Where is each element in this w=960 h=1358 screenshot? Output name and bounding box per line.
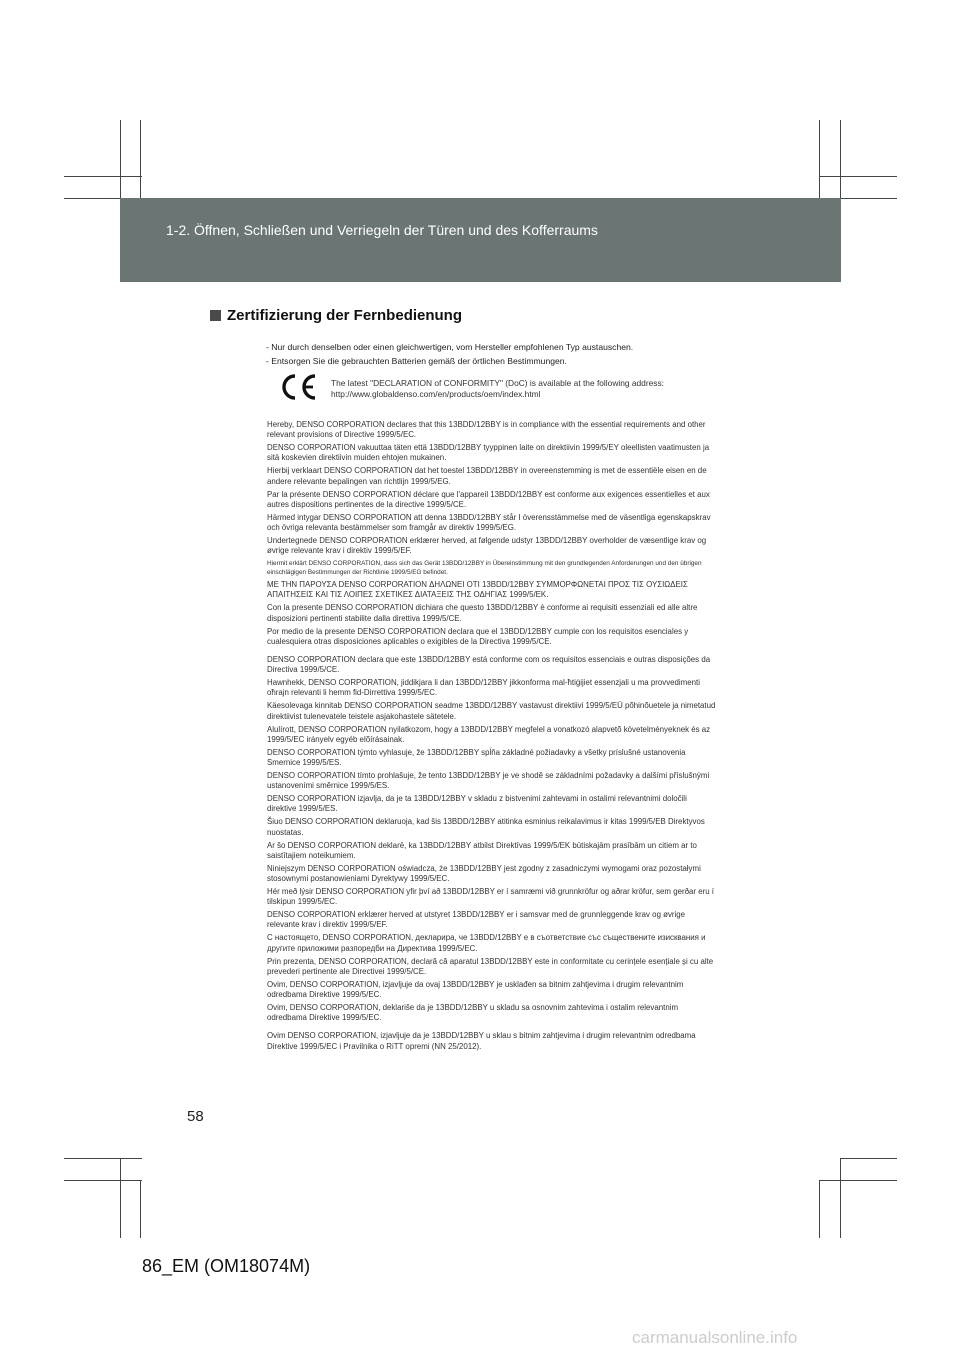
crop-mark: [64, 176, 142, 177]
section-title: Zertifizierung der Fernbedienung: [227, 307, 463, 324]
crop-mark: [819, 1180, 820, 1238]
declaration-lt: Šiuo DENSO CORPORATION deklaruoja, kad šis 13BDD/12BBY atitinka esminius reikalavimus ir kitas 1999/5/EB Direktyvos nuostatas.: [267, 817, 705, 837]
crop-mark: [140, 120, 141, 202]
declaration-hu: Alulírott, DENSO CORPORATION nyilatkozom, hogy a 13BDD/12BBY megfelel a vonatkozó alapvetõ követelményeknek és az 1999/5/EC irányelv egyéb elõírásainak.: [267, 724, 711, 744]
bullet-item: - Entsorgen Sie die gebrauchten Batterien gemäß der örtlichen Bestimmungen.: [266, 356, 567, 366]
crop-mark: [840, 198, 897, 199]
declaration-sr: Ovim, DENSO CORPORATION, deklariše da je 13BDD/12BBY u skladu sa osnovnim zahtevima i ostalim relevantnim odredbama Direktive 1999/5/EC.: [267, 1003, 679, 1023]
declaration-pt: DENSO CORPORATION declara que este 13BDD/12BBY está conforme com os requisitos essenciais e outras disposições da Directiva 1999/5/CE.: [267, 655, 711, 675]
crop-mark: [819, 1180, 897, 1181]
crop-mark: [140, 1180, 141, 1238]
declaration-nl: Hierbij verklaart DENSO CORPORATION dat het toestel 13BDD/12BBY in overeenstemming is met de essentiële eisen en de andere relevante bepalingen van richtlijn 1999/5/EG.: [267, 466, 707, 486]
chapter-title: 1-2. Öffnen, Schließen und Verriegeln der Türen und des Kofferraums: [166, 222, 598, 238]
declaration-el: ΜΕ ΤΗΝ ΠΑΡΟΥΣΑ DENSO CORPORATION ΔΗΛΩΝΕΙ ΟΤΙ 13BDD/12BBY ΣΥΜΜΟΡΦΩΝΕΤΑΙ ΠΡΟΣ ΤΙΣ ΟΥΣΙΩΔΕΙΣ ΑΠΑΙΤΗΣΕΙΣ ΚΑΙ ΤΙΣ ΛΟΙΠΕΣ ΣΧΕΤΙΚΕΣ ΔΙΑΤΑΞΕΙΣ ΤΗΣ ΟΔΗΓΙΑΣ 1999/5/ΕΚ.: [267, 580, 688, 600]
watermark: carmanualsonline.info: [632, 1328, 798, 1347]
declaration-bg: С настоящето, DENSO CORPORATION, декларира, че 13BDD/12BBY е в съответствие със съществените изисквания и другите приложими разпоредби на Директива 1999/5/ЕС.: [267, 933, 706, 953]
ce-mark-icon: [277, 372, 319, 402]
doc-availability-note: [331, 378, 664, 400]
crop-mark: [840, 1158, 841, 1238]
declaration-is: Hér með lýsir DENSO CORPORATION yfir því að 13BDD/12BBY er í samræmi við grunnkröfur og aðrar kröfur, sem gerðar eru í tilskipun 1999/5/EC.: [267, 887, 714, 907]
page-number: 58: [187, 1108, 204, 1125]
doc-url-link[interactable]: http://www.globaldenso.com/en/products/oem/index.html: [331, 389, 541, 399]
declaration-fr: Par la présente DENSO CORPORATION déclare que l'appareil 13BDD/12BBY est conforme aux exigences essentielles et aux autres dispositions pertinentes de la directive 1999/5/CE.: [267, 489, 710, 509]
declaration-sk: DENSO CORPORATION týmto vyhlasuje, že 13BDD/12BBY spĺňa základné požiadavky a všetky príslušné ustanovenia Smernice 1999/5/ES.: [267, 747, 686, 768]
square-bullet-icon: [210, 310, 221, 321]
crop-mark: [64, 1180, 142, 1181]
declaration-de: Hiermit erklärt DENSO CORPORATION, dass sich das Gerät 13BDD/12BBY in Übereinstimmung mit den grundlegenden Anforderungen und den übrigen einschlägigen Bestimmungen der Richtlinie 1999/5/EG befindet.: [267, 560, 702, 577]
crop-mark: [840, 120, 841, 202]
crop-mark: [120, 120, 121, 202]
declaration-fi: DENSO CORPORATION vakuuttaa täten että 13BDD/12BBY tyyppinen laite on direktiivin 1999/5/EY oleellisten vaatimusten ja sitä koskevien direktiivin muiden ehtojen mukainen.: [267, 443, 710, 463]
declaration-pl: Niniejszym DENSO CORPORATION oświadcza, że 13BDD/12BBY jest zgodny z zasadniczymi wymogami oraz pozostałymi stosownymi postanowieniami Dyrektywy 1999/5/EC.: [267, 863, 701, 884]
declaration-es: Por medio de la presente DENSO CORPORATION declara que el 13BDD/12BBY cumple con los requisitos esenciales y cualesquiera otras disposiciones aplicables o exigibles de la Directiva 1999/5/CE.: [267, 626, 689, 646]
declaration-et: Käesolevaga kinnitab DENSO CORPORATION seadme 13BDD/12BBY vastavust direktiivi 1999/5/EÜ põhinõuetele ja nimetatud direktiivist tulenevatele teistele asjakohastele sätetele.: [267, 701, 716, 721]
declaration-mt: Hawnhekk, DENSO CORPORATION, jiddikjara li dan 13BDD/12BBY jikkonforma mal-ħtiġijiet essenzjali u ma provvedimenti oħrajn relevanti li hemm fid-Dirrettiva 1999/5/EC.: [267, 678, 700, 698]
crop-mark: [64, 198, 122, 199]
declaration-cs: DENSO CORPORATION tímto prohlašuje, že tento 13BDD/12BBY je ve shodě se základními požadavky a dalšími příslušnými ustanoveními směrnice 1999/5/ES.: [267, 771, 710, 791]
section-heading: [210, 307, 462, 324]
declaration-da: Undertegnede DENSO CORPORATION erklærer herved, at følgende udstyr 13BDD/12BBY overholder de væsentlige krav og øvrige relevante krav i direktiv 1999/5/EF.: [267, 536, 707, 556]
battery-notes: [266, 340, 633, 368]
doc-notice: The latest "DECLARATION of CONFORMITY" (DoC) is available at the following address:: [331, 378, 664, 388]
crop-mark: [840, 1158, 897, 1159]
declaration-no: DENSO CORPORATION erklærer herved at utstyret 13BDD/12BBY er i samsvar med de grunnleggende krav og øvrige relevante krav i direktiv 1999/5/EF.: [267, 910, 686, 930]
declaration-ro: Prin prezenta, DENSO CORPORATION, declară că aparatul 13BDD/12BBY este in conformitate cu cerințele esențiale și cu alte prevederi pertinente ale Directivei 1999/5/CE.: [267, 956, 714, 976]
declaration-sv: Härmed intygar DENSO CORPORATION att denna 13BDD/12BBY står I överensstämmelse med de väsentliga egenskapskrav och övriga relevanta bestämmelser som framgår av direktiv 1999/5/EG.: [267, 512, 711, 533]
footer-code: 86_EM (OM18074M): [142, 1256, 311, 1276]
crop-mark: [819, 120, 820, 202]
chapter-header: [120, 198, 841, 282]
declaration-sl: DENSO CORPORATION izjavlja, da je ta 13BDD/12BBY v skladu z bistvenimi zahtevami in ostalimi relevantnimi določili direktive 1999/5/ES.: [267, 794, 687, 814]
declaration-it: Con la presente DENSO CORPORATION dichiara che questo 13BDD/12BBY è conforme ai requisiti essenziali ed alle altre disposizioni pertinenti stabilite dalla direttiva 1999/5/CE.: [267, 603, 698, 623]
crop-mark: [819, 176, 897, 177]
declaration-hr-ritt: Ovim DENSO CORPORATION, izjavljuje da je 13BDD/12BBY u sklau s bitnim zahtjevima i drugim relevantnim odredbama Direktive 1999/5/EC i Pravilnika o RiTT opremi (NN 25/2012).: [267, 1031, 696, 1051]
bullet-item: - Nur durch denselben oder einen gleichwertigen, vom Hersteller empfohlenen Typ austauschen.: [266, 342, 634, 352]
declaration-en: Hereby, DENSO CORPORATION declares that this 13BDD/12BBY is in compliance with the essential requirements and other relevant provisions of Directive 1999/5/EC.: [267, 420, 706, 440]
declarations-block: [267, 420, 717, 1055]
declaration-hr: Ovim, DENSO CORPORATION, izjavljuje da ovaj 13BDD/12BBY je usklađen sa bitnim zahtjevima i drugim relevantnim odredbama Direktive 1999/5/EC.: [267, 979, 684, 1000]
declaration-lv: Ar šo DENSO CORPORATION deklarē, ka 13BDD/12BBY atbilst Direktīvas 1999/5/EK būtiskajām prasībām un citiem ar to saistītajiem noteikumiem.: [267, 840, 697, 860]
crop-mark: [64, 1158, 142, 1159]
crop-mark: [120, 1158, 121, 1238]
